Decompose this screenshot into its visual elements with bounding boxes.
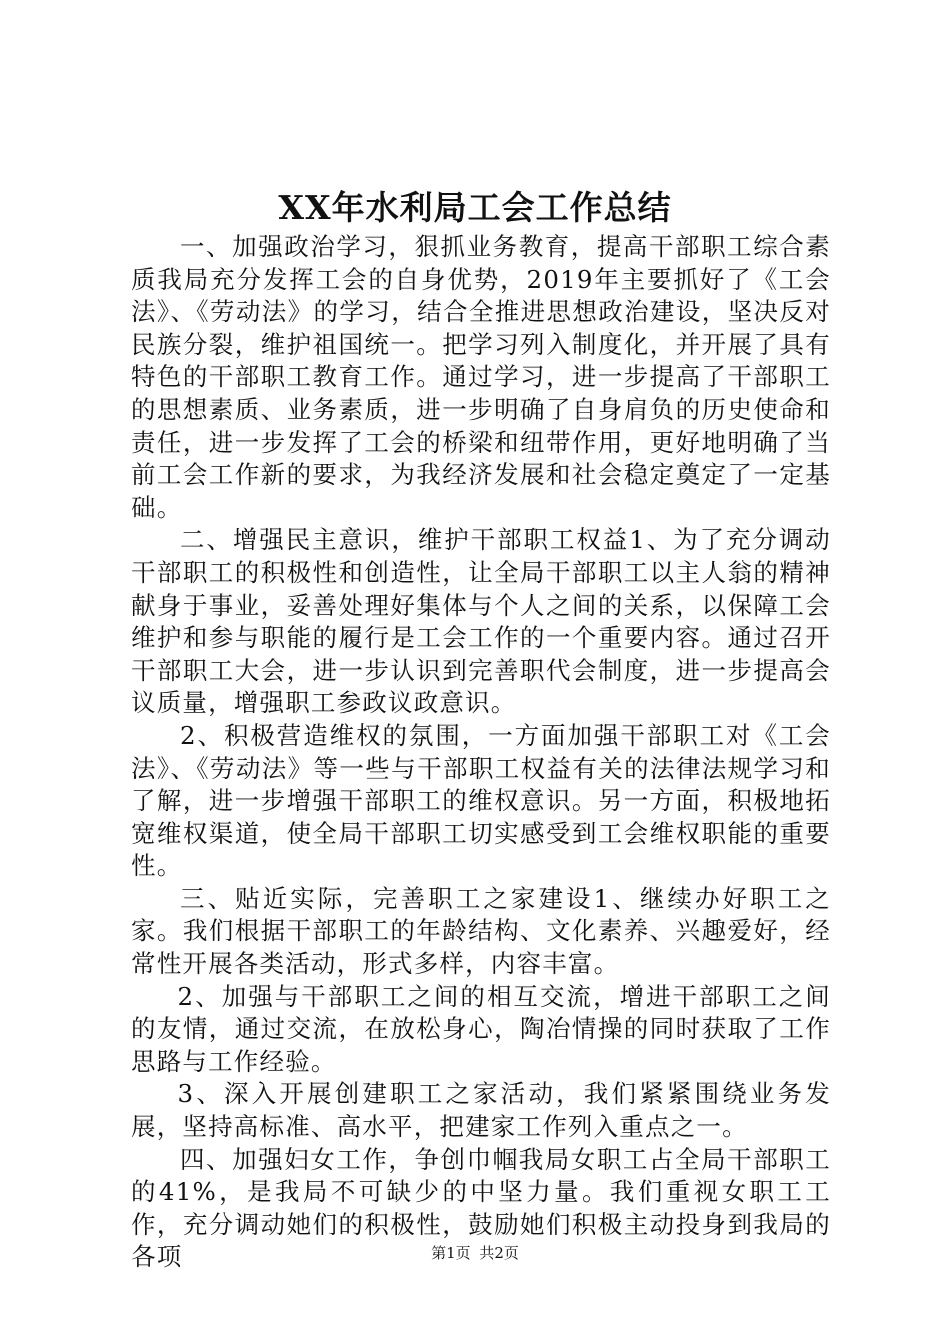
- document-body: [131, 231, 831, 1274]
- paragraph-home-building: 3、深入开展创建职工之家活动，我们紧紧围绕业务发展，坚持高标准、高水平，把建家工作列入重点之一。: [131, 1079, 831, 1142]
- paragraph-workers-home: 三、贴近实际，完善职工之家建设1、继续办好职工之家。我们根据干部职工的年龄结构、文化素养、兴趣爱好，经常性开展各类活动，形式多样，内容丰富。: [131, 883, 831, 979]
- paragraph-communication: 2、加强与干部职工之间的相互交流，增进干部职工之间的友情，通过交流，在放松身心，陶冶情操的同时获取了工作思路与工作经验。: [131, 981, 831, 1076]
- paragraph-political-study: 一、加强政治学习，狠抓业务教育，提高干部职工综合素质我局充分发挥工会的自身优势，2019年主要抓好了《工会法》、《劳动法》的学习，结合全推进思想政治建设，坚决反对民族分裂，维护祖国统一。把学习列入制度化，并开展了具有特色的干部职工教育工作。通过学习，进一步提高了干部职工的思想素质、业务素质，进一步明确了自身肩负的历史使命和责任，进一步发挥了工会的桥梁和纽带作用，更好地明确了当前工会工作新的要求，为我经济发展和社会稳定奠定了一定基础。: [131, 232, 831, 522]
- page-number: 第1页: [431, 1244, 471, 1262]
- document-title: XX年水利局工会工作总结: [278, 188, 672, 227]
- paragraph-democratic-awareness: 二、增强民主意识，维护干部职工权益1、为了充分调动干部职工的积极性和创造性，让全局干部职工以主人翁的精神献身于事业，妥善处理好集体与个人之间的关系，以保障工会维护和参与职能的履行是工会工作的一个重要内容。通过召开干部职工大会，进一步认识到完善职代会制度，进一步提高会议质量，增强职工参政议政意识。: [131, 525, 831, 718]
- page-footer: [0, 1243, 950, 1263]
- paragraph-women-work: 四、加强妇女工作，争创巾帼我局女职工占全局干部职工的41%，是我局不可缺少的中坚力量。我们重视女职工工作，充分调动她们的积极性，鼓励她们积极主动投身到我局的各项: [131, 1144, 831, 1272]
- paragraph-rights-atmosphere: 2、积极营造维权的氛围，一方面加强干部职工对《工会法》、《劳动法》等一些与干部职工权益有关的法律法规学习和了解，进一步增强干部职工的维权意识。另一方面，积极地拓宽维权渠道，使全局干部职工切实感受到工会维权职能的重要性。: [131, 720, 831, 881]
- page-total: 共2页: [479, 1244, 519, 1262]
